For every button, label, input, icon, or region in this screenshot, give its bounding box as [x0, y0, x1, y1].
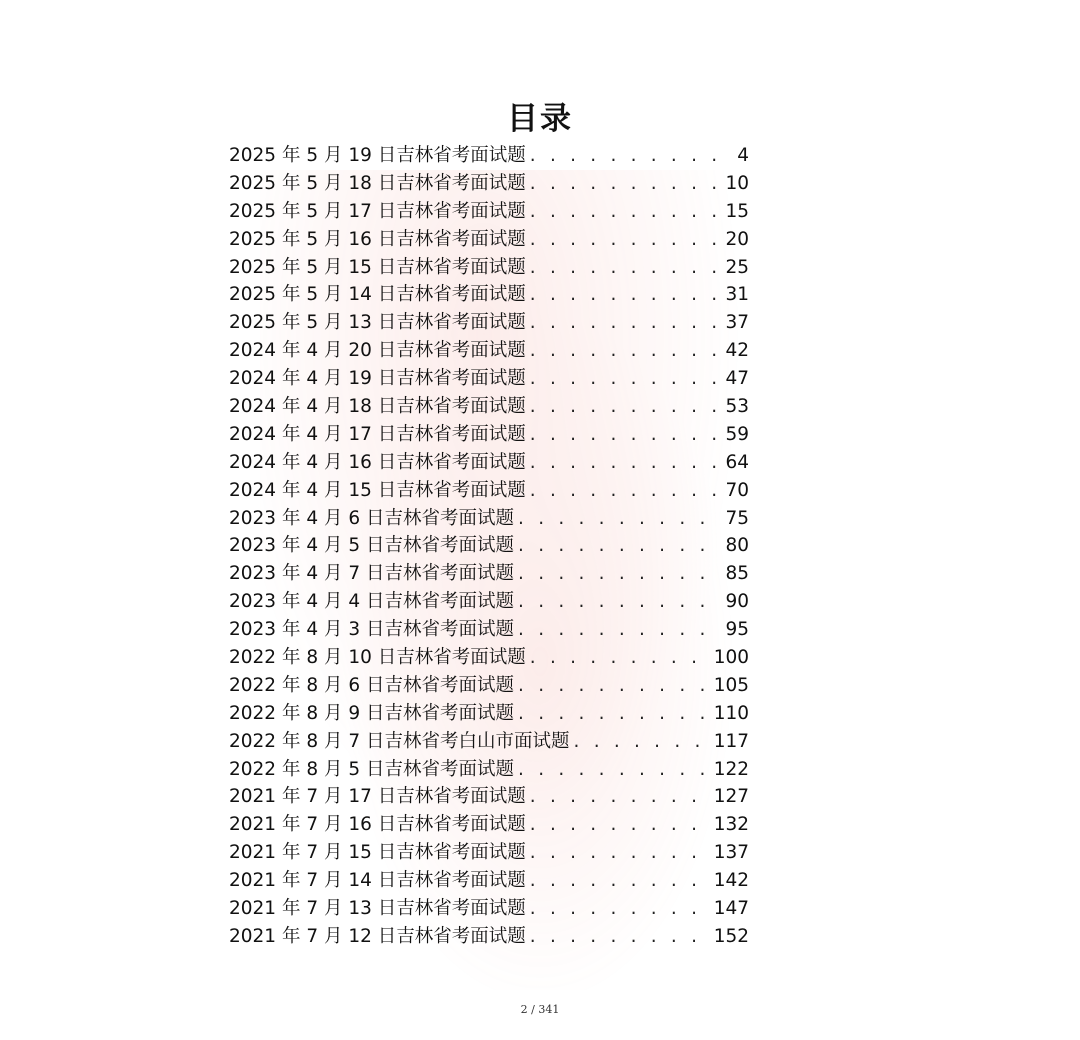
- toc-entry-title: 2025 年 5 月 16 日吉林省考面试题: [229, 228, 526, 250]
- toc-entry-title: 2024 年 4 月 18 日吉林省考面试题: [229, 396, 526, 418]
- toc-entry[interactable]: [229, 365, 749, 393]
- toc-entry[interactable]: [229, 644, 749, 672]
- toc-entry[interactable]: [229, 867, 749, 895]
- table-of-contents: [229, 142, 749, 951]
- toc-entry-page-number: 59: [725, 423, 749, 445]
- toc-entry[interactable]: [229, 505, 749, 533]
- toc-entry[interactable]: [229, 616, 749, 644]
- dot-leader: [518, 700, 710, 728]
- toc-entry[interactable]: [229, 393, 749, 421]
- toc-entry-page-number: 90: [725, 591, 749, 613]
- toc-entry[interactable]: [229, 142, 749, 170]
- toc-entry-title: 2023 年 4 月 7 日吉林省考面试题: [229, 563, 515, 585]
- toc-entry[interactable]: [229, 923, 749, 951]
- toc-entry[interactable]: [229, 477, 749, 505]
- toc-entry-title: 2024 年 4 月 17 日吉林省考面试题: [229, 423, 526, 445]
- toc-entry-title: 2024 年 4 月 20 日吉林省考面试题: [229, 340, 526, 362]
- toc-entry-page-number: 80: [725, 535, 749, 557]
- dot-leader: [518, 560, 721, 588]
- toc-entry-title: 2022 年 8 月 9 日吉林省考面试题: [229, 702, 515, 724]
- toc-entry-page-number: 15: [725, 200, 749, 222]
- toc-entry-title: 2022 年 8 月 7 日吉林省考白山市面试题: [229, 730, 570, 752]
- dot-leader: [518, 672, 710, 700]
- dot-leader: [530, 365, 722, 393]
- dot-leader: [530, 867, 710, 895]
- toc-entry-page-number: 152: [713, 925, 749, 947]
- toc-entry-page-number: 85: [725, 563, 749, 585]
- toc-entry-title: 2025 年 5 月 15 日吉林省考面试题: [229, 256, 526, 278]
- toc-entry-page-number: 127: [713, 786, 749, 808]
- dot-leader: [530, 226, 722, 254]
- toc-entry[interactable]: [229, 198, 749, 226]
- toc-entry-title: 2023 年 4 月 4 日吉林省考面试题: [229, 591, 515, 613]
- dot-leader: [530, 839, 710, 867]
- dot-leader: [530, 393, 722, 421]
- toc-entry-page-number: 105: [713, 674, 749, 696]
- toc-entry[interactable]: [229, 421, 749, 449]
- toc-entry-title: 2021 年 7 月 12 日吉林省考面试题: [229, 925, 526, 947]
- toc-entry-title: 2022 年 8 月 5 日吉林省考面试题: [229, 758, 515, 780]
- toc-entry-page-number: 42: [725, 340, 749, 362]
- toc-entry-page-number: 10: [725, 172, 749, 194]
- toc-entry-page-number: 64: [725, 451, 749, 473]
- page-title: 目录: [507, 100, 573, 137]
- toc-entry[interactable]: [229, 839, 749, 867]
- dot-leader: [530, 421, 722, 449]
- toc-entry-page-number: 122: [713, 758, 749, 780]
- toc-entry[interactable]: [229, 895, 749, 923]
- dot-leader: [530, 644, 710, 672]
- toc-entry[interactable]: [229, 756, 749, 784]
- toc-entry[interactable]: [229, 281, 749, 309]
- dot-leader: [530, 254, 722, 282]
- toc-entry-page-number: 132: [713, 814, 749, 836]
- dot-leader: [530, 309, 722, 337]
- dot-leader: [530, 281, 722, 309]
- toc-entry[interactable]: [229, 811, 749, 839]
- toc-entry[interactable]: [229, 226, 749, 254]
- toc-entry[interactable]: [229, 337, 749, 365]
- toc-entry-page-number: 95: [725, 619, 749, 641]
- dot-leader: [530, 923, 710, 951]
- toc-entry[interactable]: [229, 728, 749, 756]
- dot-leader: [518, 505, 721, 533]
- toc-entry-title: 2022 年 8 月 10 日吉林省考面试题: [229, 647, 526, 669]
- toc-entry-title: 2023 年 4 月 5 日吉林省考面试题: [229, 535, 515, 557]
- toc-entry-title: 2024 年 4 月 19 日吉林省考面试题: [229, 368, 526, 390]
- toc-entry-page-number: 100: [713, 647, 749, 669]
- toc-entry[interactable]: [229, 309, 749, 337]
- dot-leader: [518, 616, 721, 644]
- toc-entry-title: 2021 年 7 月 15 日吉林省考面试题: [229, 842, 526, 864]
- toc-entry[interactable]: [229, 672, 749, 700]
- toc-entry-page-number: 37: [725, 312, 749, 334]
- toc-entry-title: 2025 年 5 月 18 日吉林省考面试题: [229, 172, 526, 194]
- dot-leader: [530, 477, 722, 505]
- page-indicator: 2 / 341: [520, 1003, 560, 1016]
- toc-entry[interactable]: [229, 449, 749, 477]
- toc-entry[interactable]: [229, 170, 749, 198]
- toc-entry-title: 2024 年 4 月 15 日吉林省考面试题: [229, 479, 526, 501]
- dot-leader: [530, 337, 722, 365]
- toc-entry-page-number: 142: [713, 870, 749, 892]
- toc-entry-page-number: 53: [725, 396, 749, 418]
- toc-entry-title: 2021 年 7 月 13 日吉林省考面试题: [229, 898, 526, 920]
- dot-leader: [574, 728, 710, 756]
- toc-entry-page-number: 70: [725, 479, 749, 501]
- toc-entry-title: 2025 年 5 月 17 日吉林省考面试题: [229, 200, 526, 222]
- toc-entry-page-number: 117: [713, 730, 749, 752]
- toc-entry-title: 2025 年 5 月 19 日吉林省考面试题: [229, 145, 526, 166]
- toc-entry-title: 2024 年 4 月 16 日吉林省考面试题: [229, 451, 526, 473]
- dot-leader: [518, 588, 721, 616]
- toc-entry[interactable]: [229, 588, 749, 616]
- toc-entry-page-number: 75: [725, 507, 749, 529]
- dot-leader: [530, 170, 722, 198]
- dot-leader: [518, 756, 710, 784]
- dot-leader: [530, 142, 733, 170]
- toc-entry-title: 2023 年 4 月 6 日吉林省考面试题: [229, 507, 515, 529]
- toc-entry-title: 2023 年 4 月 3 日吉林省考面试题: [229, 619, 515, 641]
- toc-entry-page-number: 4: [737, 145, 749, 166]
- toc-entry-page-number: 137: [713, 842, 749, 864]
- toc-entry[interactable]: [229, 700, 749, 728]
- toc-entry-page-number: 25: [725, 256, 749, 278]
- toc-entry-title: 2021 年 7 月 16 日吉林省考面试题: [229, 814, 526, 836]
- toc-entry-page-number: 47: [725, 368, 749, 390]
- toc-entry-title: 2021 年 7 月 17 日吉林省考面试题: [229, 786, 526, 808]
- dot-leader: [518, 532, 721, 560]
- toc-entry-title: 2025 年 5 月 14 日吉林省考面试题: [229, 284, 526, 306]
- toc-entry-title: 2022 年 8 月 6 日吉林省考面试题: [229, 674, 515, 696]
- toc-entry[interactable]: [229, 532, 749, 560]
- toc-entry[interactable]: [229, 783, 749, 811]
- toc-entry-page-number: 110: [713, 702, 749, 724]
- dot-leader: [530, 811, 710, 839]
- toc-entry-title: 2021 年 7 月 14 日吉林省考面试题: [229, 870, 526, 892]
- toc-entry-page-number: 31: [725, 284, 749, 306]
- toc-entry-page-number: 147: [713, 898, 749, 920]
- toc-entry-title: 2025 年 5 月 13 日吉林省考面试题: [229, 312, 526, 334]
- dot-leader: [530, 783, 710, 811]
- toc-entry[interactable]: [229, 560, 749, 588]
- dot-leader: [530, 895, 710, 923]
- toc-entry[interactable]: [229, 254, 749, 282]
- dot-leader: [530, 198, 722, 226]
- toc-entry-page-number: 20: [725, 228, 749, 250]
- dot-leader: [530, 449, 722, 477]
